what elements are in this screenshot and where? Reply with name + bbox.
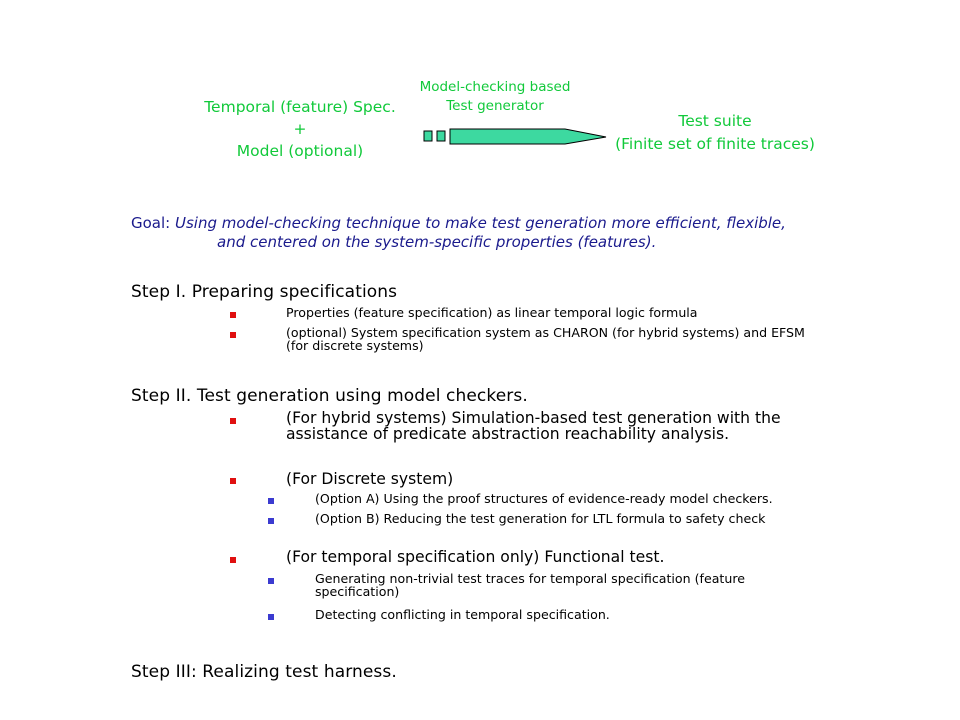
step1-title: Step I. Preparing specifications — [131, 282, 398, 302]
step2-hybrid-line-1: (For hybrid systems) Simulation-based test generation with the — [286, 409, 781, 427]
step1-bullet-1: Properties (feature specification) as linear temporal logic formula — [286, 305, 698, 320]
plus-sign: + — [293, 120, 307, 138]
bullet-blue — [268, 614, 274, 620]
bullet-blue — [268, 518, 274, 524]
test-generator-label — [400, 78, 590, 116]
bullet-red — [230, 332, 236, 338]
step2-temporal: (For temporal specification only) Functional test. — [286, 548, 665, 566]
bullet-red — [230, 418, 236, 424]
bullet-red — [230, 312, 236, 318]
temporal-spec-label — [180, 96, 420, 162]
goal-block — [131, 214, 891, 252]
discrete-option-b: (Option B) Reducing the test generation for LTL formula to safety check — [315, 511, 766, 526]
arrow-block-1 — [424, 131, 432, 141]
goal-label: Goal: — [131, 214, 175, 232]
test-suite-desc: (Finite set of finite traces) — [615, 135, 815, 153]
temporal-item-1-line-1: Generating non-trivial test traces for temporal specification (feature — [315, 571, 745, 586]
step2-title: Step II. Test generation using model checkers. — [131, 386, 528, 406]
temporal-item-1 — [315, 572, 875, 598]
step2-discrete: (For Discrete system) — [286, 470, 454, 488]
temporal-spec-line: Temporal (feature) Spec. — [204, 98, 396, 116]
goal-line-1 — [131, 214, 891, 233]
generator-line-1: Model-checking based — [419, 79, 571, 95]
temporal-item-2: Detecting conflicting in temporal specification. — [315, 607, 610, 622]
arrow-block-2 — [437, 131, 445, 141]
step2-hybrid-line-2: assistance of predicate abstraction reachability analysis. — [286, 425, 730, 443]
test-suite-label — [590, 110, 840, 156]
goal-text-2: and centered on the system-specific properties (features). — [217, 233, 657, 251]
step2-hybrid — [286, 410, 886, 442]
step1-bullet-2-line-2: (for discrete systems) — [286, 338, 424, 353]
step3-title: Step III: Realizing test harness. — [131, 662, 397, 682]
step1-bullet-2 — [286, 326, 886, 352]
bullet-red — [230, 557, 236, 563]
bullet-red — [230, 478, 236, 484]
temporal-item-1-line-2: specification) — [315, 584, 400, 599]
test-suite-title: Test suite — [678, 112, 752, 130]
bullet-blue — [268, 498, 274, 504]
bullet-blue — [268, 578, 274, 584]
generator-line-2: Test generator — [446, 98, 544, 114]
discrete-option-a: (Option A) Using the proof structures of evidence-ready model checkers. — [315, 491, 773, 506]
goal-line-2 — [131, 233, 891, 252]
goal-text-1: Using model-checking technique to make test generation more efficient, flexible, — [174, 214, 786, 232]
generator-arrow — [420, 122, 610, 152]
model-optional-line: Model (optional) — [236, 142, 364, 160]
step1-bullet-2-line-1: (optional) System specification system as CHARON (for hybrid systems) and EFSM — [286, 325, 805, 340]
arrow-shape — [450, 129, 606, 144]
